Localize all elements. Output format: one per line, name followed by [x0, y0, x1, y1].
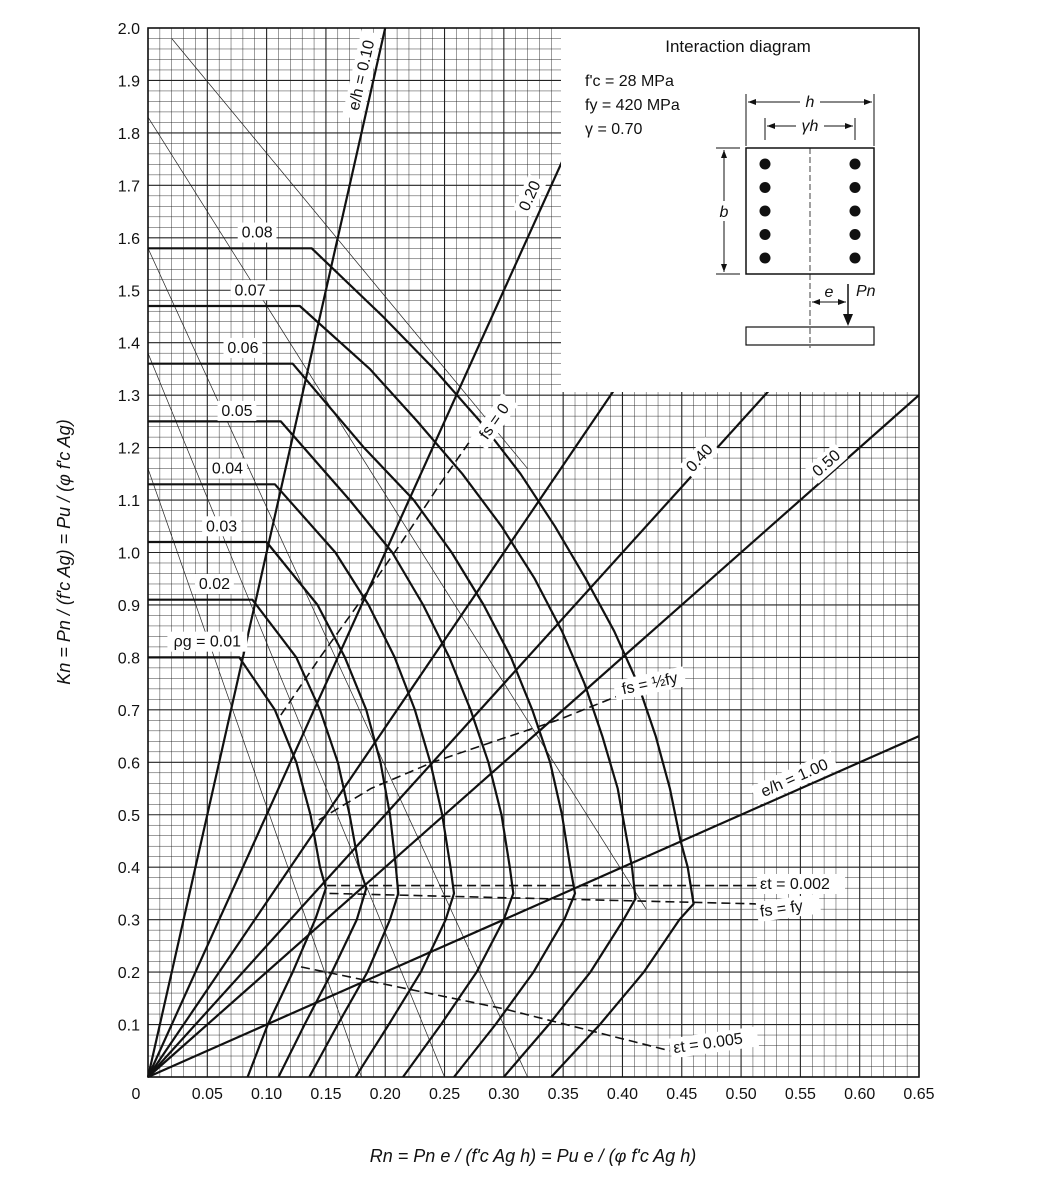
eccentricity-label: 0.50: [809, 447, 845, 481]
strain-line-label: εt = 0.005: [672, 1030, 744, 1058]
strain-line-label: fs = ½fy: [620, 669, 680, 699]
x-tick-label: 0.65: [903, 1086, 935, 1103]
rho-curve-label-group: [223, 338, 262, 358]
rho-curve-label: 0.07: [234, 282, 266, 300]
y-tick-label: 0.2: [117, 965, 140, 983]
dim-h-label: h: [805, 94, 815, 111]
rho-curve-label: 0.04: [211, 460, 244, 478]
x-tick-label: 0.50: [725, 1086, 757, 1103]
dim-gh-label: γh: [801, 118, 819, 135]
rebar-dot: [850, 182, 861, 193]
rebar-dot: [850, 229, 861, 240]
x-tick-label: 0.45: [666, 1086, 698, 1103]
rebar-dot: [760, 229, 771, 240]
y-tick-label: 1.2: [117, 440, 140, 458]
load-label: Pn: [856, 283, 876, 300]
y-tick-label: 1.4: [117, 335, 140, 353]
strain-line-label: fs = 0: [476, 400, 514, 443]
y-tick-label: 1.6: [117, 230, 140, 248]
rebar-dot: [760, 206, 771, 217]
y-tick-label: 2.0: [117, 21, 140, 38]
eccentricity-label: 0.20: [516, 178, 545, 214]
rho-curve-label: 0.08: [241, 224, 273, 242]
rebar-dot: [760, 182, 771, 193]
x-tick-label: 0.55: [784, 1086, 816, 1103]
rho-curve: [148, 542, 398, 1077]
strain-line-label-group: [756, 893, 822, 922]
y-tick-label: 0.3: [117, 912, 140, 930]
dim-e-label: e: [824, 284, 834, 301]
strain-line-label: εt = 0.002: [760, 875, 830, 893]
rho-curve-label: 0.03: [205, 518, 238, 536]
x-tick-label: 0: [131, 1086, 141, 1103]
eccentricity-label: 0.40: [683, 441, 717, 476]
y-tick-label: 1.7: [117, 178, 140, 196]
x-tick-label: 0.05: [191, 1086, 223, 1103]
rho-curve-label: 0.02: [198, 575, 230, 593]
rho-curve-label-group: [208, 459, 247, 479]
y-tick-label: 0.6: [117, 755, 140, 773]
rho-curve-label: 0.06: [227, 339, 259, 357]
x-tick-label: 0.60: [844, 1086, 876, 1103]
strain-line: [281, 427, 480, 715]
y-axis-label: Kn = Pn / (f'c Ag) = Pu / (φ f'c Ag): [54, 419, 74, 685]
inset-panel: [561, 28, 919, 392]
y-tick-label: 1.1: [117, 493, 140, 511]
dim-b-label: b: [719, 204, 729, 221]
y-tick-label: 0.7: [117, 702, 140, 720]
rebar-dot: [760, 159, 771, 170]
y-axis-label-group: [54, 419, 74, 684]
rho-curve-label-group: [195, 574, 234, 594]
rho-curve-label-group: [218, 401, 257, 421]
y-tick-label: 1.8: [117, 125, 140, 143]
rebar-dot: [850, 159, 861, 170]
rebar-dot: [850, 206, 861, 217]
rebar-dot: [760, 253, 771, 264]
eccentricity-label: e/h = 0.10: [345, 38, 379, 113]
rho-curve-label-group: [238, 223, 277, 243]
strain-line-label-group: [669, 1026, 759, 1058]
y-tick-label: 1.9: [117, 73, 140, 91]
strain-line-label-group: [613, 666, 687, 700]
rebar-dot: [850, 253, 861, 264]
y-tick-label: 1.0: [117, 545, 140, 563]
rho-curve-label: 0.05: [221, 402, 253, 420]
y-tick-label: 0.4: [117, 860, 140, 878]
eccentricity-line: [148, 395, 919, 1077]
x-tick-label: 0.10: [251, 1086, 283, 1103]
x-tick-label: 0.25: [428, 1086, 461, 1103]
inset-title: Interaction diagram: [665, 37, 811, 56]
rho-curve-label-group: [167, 632, 247, 652]
x-tick-label: 0.15: [310, 1086, 342, 1103]
x-tick-label: 0.30: [488, 1086, 520, 1103]
y-tick-label: 1.3: [117, 388, 140, 406]
x-axis-label: Rn = Pn e / (f'c Ag h) = Pu e / (φ f'c Ag h): [369, 1146, 697, 1166]
y-tick-label: 0.8: [117, 650, 140, 668]
y-tick-label: 1.5: [117, 283, 140, 301]
rho-curve-label: ρg = 0.01: [173, 633, 241, 651]
x-tick-label: 0.20: [369, 1086, 401, 1103]
x-tick-label: 0.35: [547, 1086, 579, 1103]
rho-curve-label-group: [202, 516, 241, 536]
strain-line-label-group: [757, 874, 845, 894]
guide-line: [148, 353, 445, 1077]
eccentricity-label: e/h = 1.00: [758, 756, 831, 801]
inset-param-fc: f'c = 28 MPa: [585, 73, 674, 90]
y-tick-label: 0.1: [117, 1017, 140, 1035]
y-tick-label: 0.9: [117, 597, 140, 615]
y-tick-label: 0.5: [117, 807, 140, 825]
inset-param-gamma: γ = 0.70: [585, 121, 643, 138]
inset-param-fy: fy = 420 MPa: [585, 97, 680, 114]
rho-curve-label-group: [231, 280, 270, 300]
strain-line-label: fs = fy: [758, 897, 805, 921]
x-tick-label: 0.40: [606, 1086, 639, 1103]
